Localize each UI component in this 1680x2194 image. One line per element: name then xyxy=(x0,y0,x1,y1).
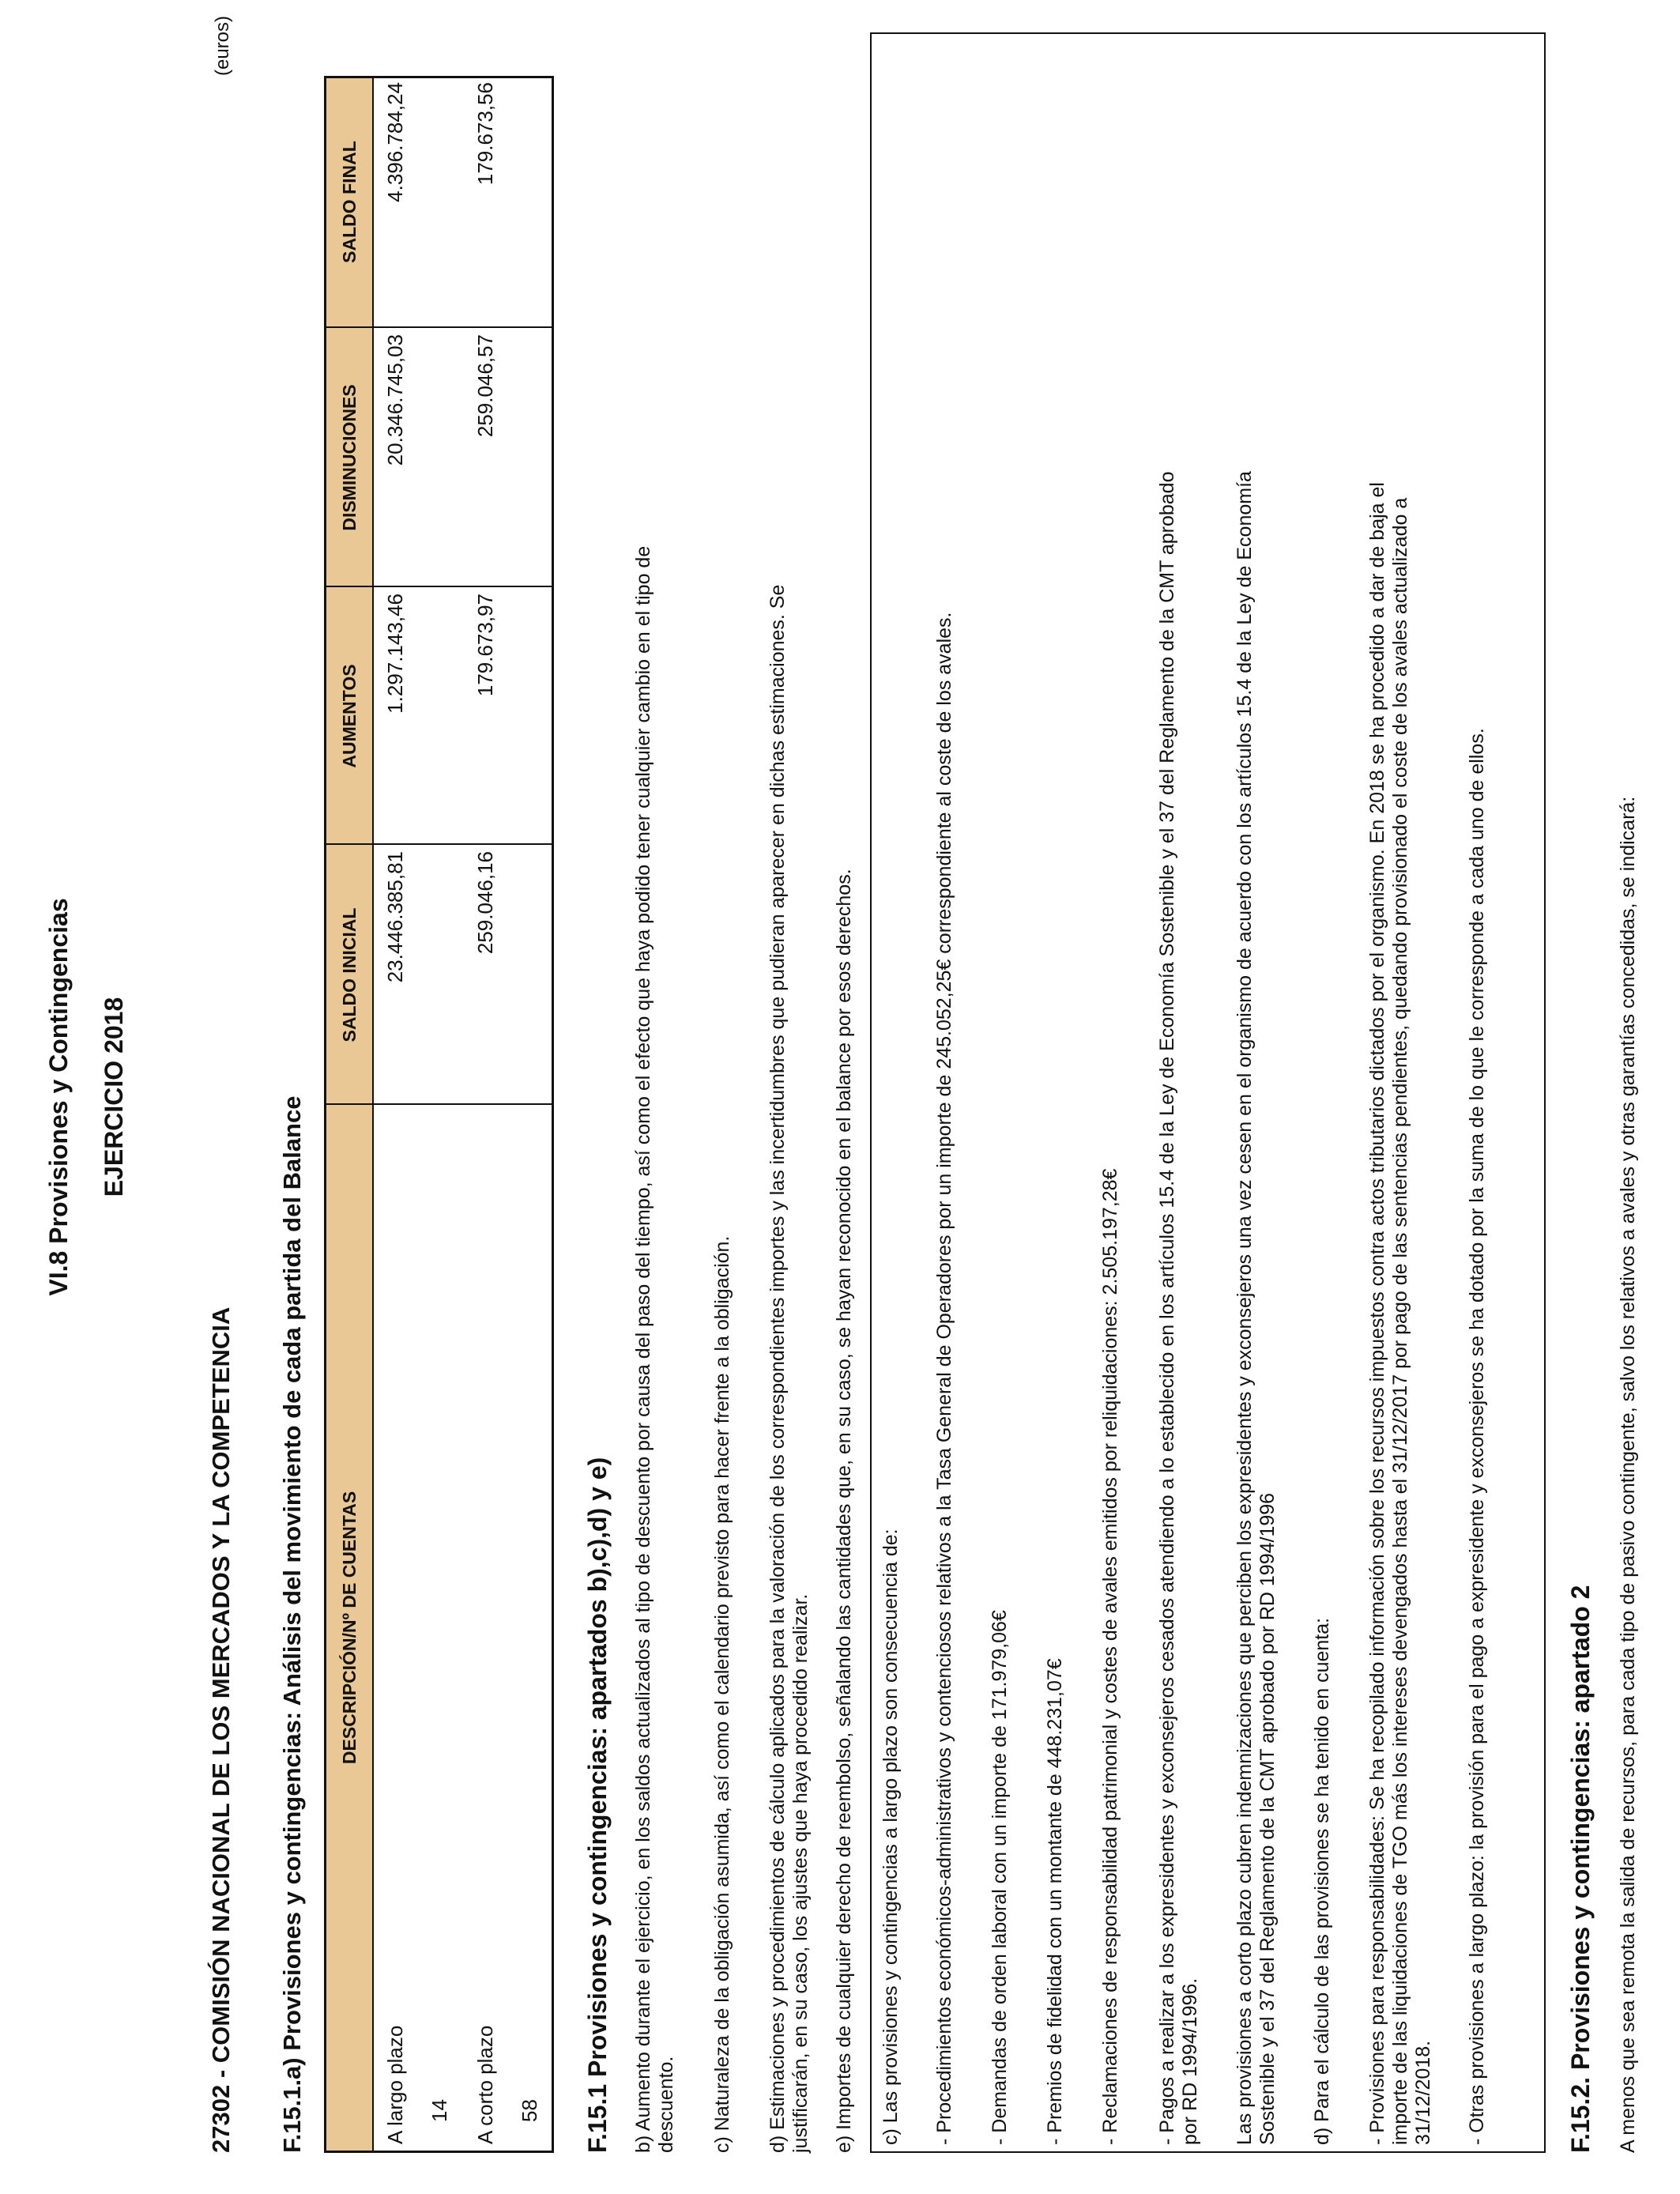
f151-c: c) Naturaleza de la obligación asumida, así como el calendario previsto para hacer frente a la obligación. xyxy=(711,1235,733,2153)
year-title: EJERCICIO 2018 xyxy=(100,997,128,1197)
row1-saldo-final: 4.396.784,24 xyxy=(383,82,407,202)
col-header-saldo-final: SALDO FINAL xyxy=(339,141,360,263)
table-heading: F.15.1.a) Provisiones y contingencias: Análisis del movimiento de cada partida del Balance xyxy=(278,1095,306,2153)
box-intro: c) Las provisiones y contingencias a largo plazo son consecuencia de: xyxy=(880,1529,902,2145)
box-item-pagos-line1: - Pagos a realizar a los expresidentes y exconsejeros cesados atendiendo a lo establecido en los artículos 15.4 de la Ley de Economía Sostenible y el 37 del Reglamento de la CMT aprobado xyxy=(1156,471,1178,2145)
f151-d-line1: d) Estimaciones y procedimientos de cálculo aplicados para la valoración de los correspondientes importes y las incertidumbres que pudieran aparecer en dichas estimaciones. Se xyxy=(767,584,789,2153)
box-resp-line2: importe de las liquidaciones de TGO más los intereses devengados hasta el 31/12/2017 por pago de las sentencias pendientes, quedando provisionado el coste de los avales actualizado a xyxy=(1389,497,1411,2145)
col-header-disminuciones: DISMINUCIONES xyxy=(339,384,360,531)
col-header-saldo-inicial: SALDO INICIAL xyxy=(339,907,360,1042)
section-title: VI.8 Provisiones y Contingencias xyxy=(44,898,73,1296)
box-d-intro: d) Para el cálculo de las provisiones se ha tenido en cuenta: xyxy=(1311,1617,1333,2145)
box-other: - Otras provisiones a largo plazo: la provisión para el pago a expresidente y exconsejeros se ha dotado por la suma de lo que le corresponde a cada uno de ellos. xyxy=(1466,728,1488,2145)
box-item-demandas: - Demandas de orden laboral con un importe de 171.979,06€ xyxy=(989,1610,1011,2145)
col-header-description: DESCRIPCIÓN/Nº DE CUENTAS xyxy=(339,1491,360,1765)
f151-d-line2: justificarán, en su caso, los ajustes que haya procedido realizar. xyxy=(789,1593,812,2153)
row1-disminuciones: 20.346.745,03 xyxy=(383,334,407,466)
row1-description: A largo plazo xyxy=(383,2025,407,2144)
row2-disminuciones: 259.046,57 xyxy=(473,334,497,438)
row2-account: 58 xyxy=(518,2099,541,2122)
row2-description: A corto plazo xyxy=(473,2025,497,2144)
provisions-detail-box xyxy=(870,32,1546,2153)
box-item-reclamaciones: - Reclamaciones de responsabilidad patrimonial y costes de avales emitidos por reliquidaciones: 2.505.197,28€ xyxy=(1099,1168,1121,2145)
col-header-aumentos: AUMENTOS xyxy=(339,664,360,768)
box-item-premios: - Premios de fidelidad con un montante de 448.231,07€ xyxy=(1044,1658,1066,2145)
currency-note: (euros) xyxy=(212,15,233,76)
row1-aumentos: 1.297.143,46 xyxy=(383,594,407,714)
box-resp-line1: - Provisiones para responsabilidades: Se ha recopilado información sobre los recursos impuestos contra actos tributarios dictados por el organismo. En 2018 se ha procedido a dar de baja el xyxy=(1366,482,1388,2145)
f151-b-line1: b) Aumento durante el ejercicio, en los saldos actualizados al tipo de descuento por causa del paso del tiempo, así como el efecto que haya podido tener cualquier cambio en el tipo de xyxy=(632,545,654,2153)
box-resp-line3: 31/12/2018. xyxy=(1412,2040,1434,2145)
f152-heading: F.15.2. Provisiones y contingencias: apartado 2 xyxy=(1566,1585,1595,2153)
box-item-pagos-line2: por RD 1994/1996. xyxy=(1179,1977,1201,2145)
f151-b-line2: descuento. xyxy=(655,2056,677,2153)
row2-saldo-inicial: 259.046,16 xyxy=(473,851,497,955)
row1-saldo-inicial: 23.446.385,81 xyxy=(383,851,407,983)
f152-text: A menos que sea remota la salida de recursos, para cada tipo de pasivo contingente, salvo los relativos a avales y otras garantías concedidas, se indicará: xyxy=(1617,796,1639,2153)
row1-account: 14 xyxy=(428,2099,451,2122)
row2-saldo-final: 179.673,56 xyxy=(473,82,497,186)
entity-title: 27302 - COMISIÓN NACIONAL DE LOS MERCADOS Y LA COMPETENCIA xyxy=(207,1306,235,2153)
f151-heading: F.15.1 Provisiones y contingencias: apartados b),c),d) y e) xyxy=(583,1457,612,2153)
row2-aumentos: 179.673,97 xyxy=(473,594,497,697)
movements-table xyxy=(324,76,554,2153)
box-short-term-line2: Sostenible y el 37 del Reglamento de la CMT aprobado por RD 1994/1996 xyxy=(1256,1492,1279,2145)
box-item-procedimientos: - Procedimientos económicos-administrativos y contenciosos relativos a la Tasa General de Operadores por un importe de 245.052,25€ correspondiente al coste de los avales. xyxy=(933,612,955,2145)
box-short-term-line1: Las provisiones a corto plazo cubren indemnizaciones que perciben los expresidentes y exconsejeros una vez cesen en el organismo de acuerdo con los artículos 15.4 de la Ley de Economía xyxy=(1234,471,1256,2145)
f151-e: e) Importes de cualquier derecho de reembolso, señalando las cantidades que, en su caso, se hayan reconocido en el balance por esos derechos. xyxy=(833,869,855,2153)
